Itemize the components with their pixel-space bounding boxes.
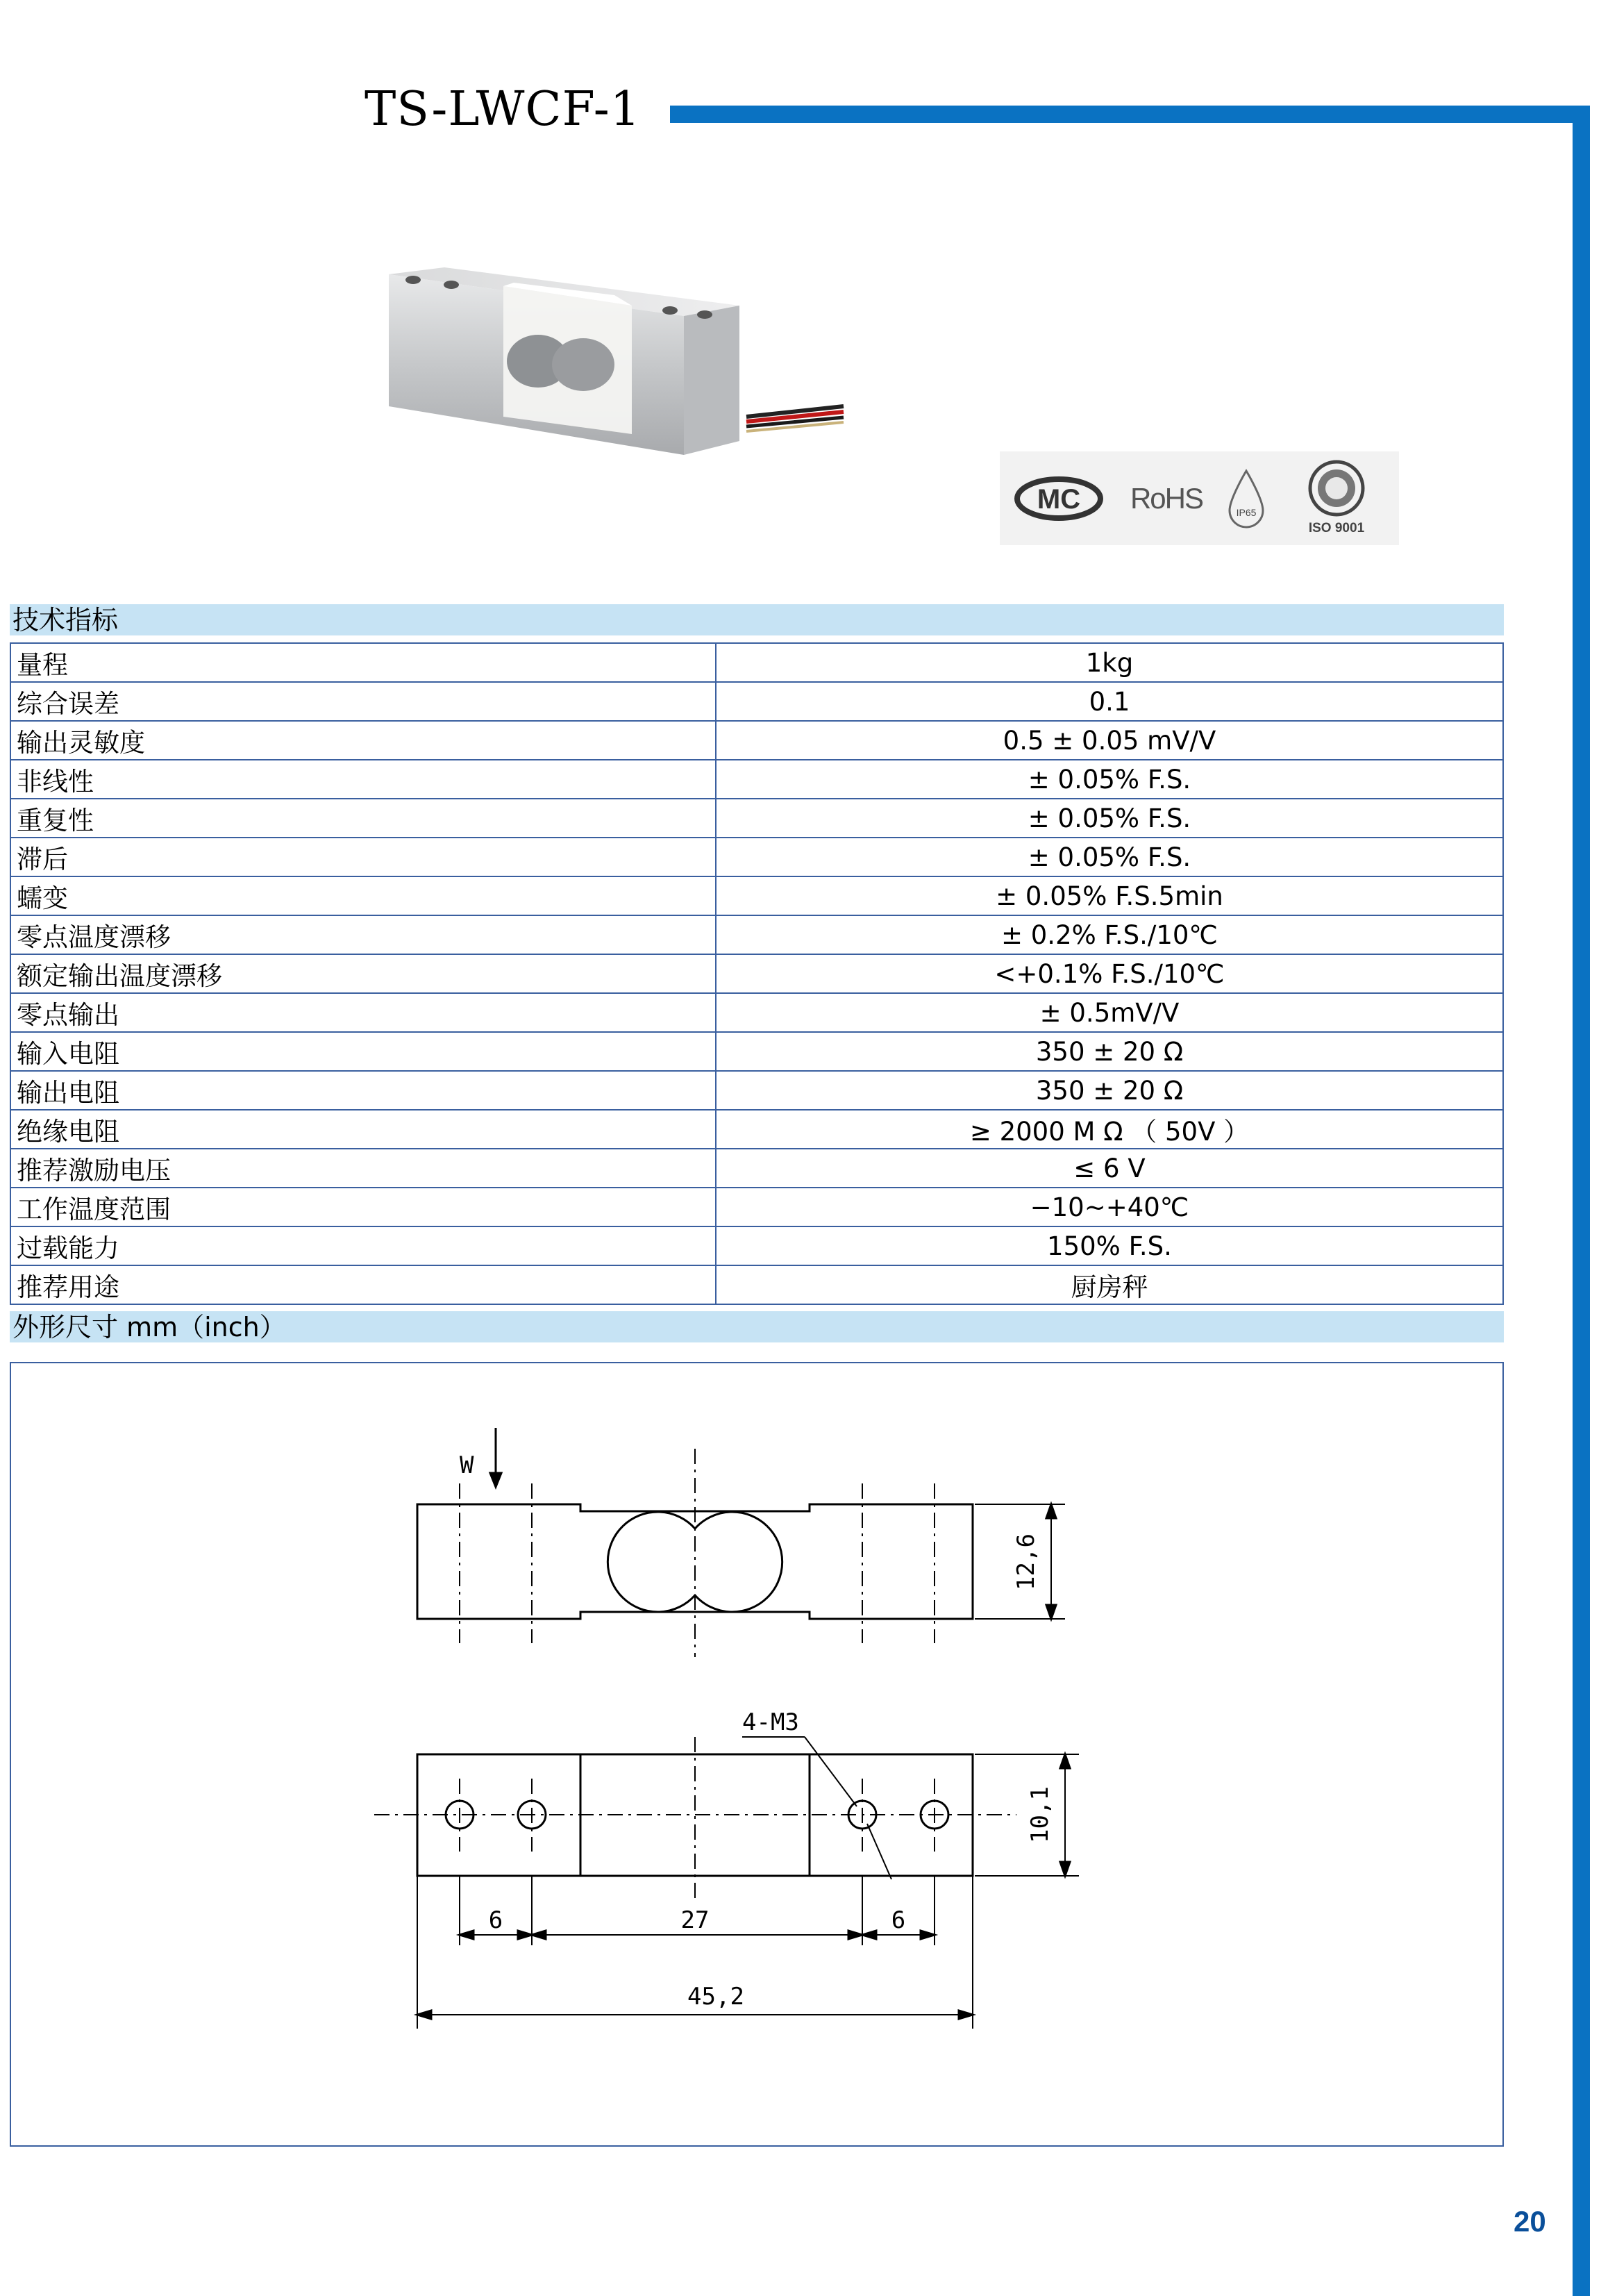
spec-row [10, 760, 1503, 799]
spec-value: ± 0.5mV/V [716, 993, 1503, 1032]
rohs-icon: RoHS [1130, 481, 1203, 515]
spec-key: 额定输出温度漂移 [10, 954, 716, 993]
spec-value: 0.1 [716, 682, 1503, 721]
load-cell-photo [385, 267, 857, 476]
model-title: TS-LWCF-1 [365, 82, 641, 137]
spec-value: <+0.1% F.S./10℃ [716, 954, 1503, 993]
hole-spacing-right: 6 [891, 1906, 906, 1934]
spec-value: ≤ 6 V [716, 1149, 1503, 1188]
spec-value: 0.5 ± 0.05 mV/V [716, 721, 1503, 760]
spec-key: 滞后 [10, 838, 716, 876]
spec-row [10, 876, 1503, 915]
spec-key: 非线性 [10, 760, 716, 799]
spec-key: 重复性 [10, 799, 716, 838]
header-accent-bar [670, 106, 1590, 123]
spec-value: 350 ± 20 Ω [716, 1071, 1503, 1110]
spec-key: 蠕变 [10, 876, 716, 915]
spec-key: 工作温度范围 [10, 1188, 716, 1226]
spec-row [10, 1226, 1503, 1265]
spec-value: ± 0.05% F.S.5min [716, 876, 1503, 915]
spec-row [10, 1188, 1503, 1226]
spec-table [10, 642, 1504, 1305]
dimensions-section-title: 外形尺寸 mm（inch） [10, 1311, 1504, 1342]
ip65-icon [1218, 451, 1274, 545]
spec-key: 输出电阻 [10, 1071, 716, 1110]
spec-key: 输入电阻 [10, 1032, 716, 1071]
spec-key: 推荐用途 [10, 1265, 716, 1304]
spec-row [10, 799, 1503, 838]
spec-row [10, 682, 1503, 721]
spec-key: 绝缘电阻 [10, 1110, 716, 1149]
side-accent-bar [1573, 106, 1590, 2296]
spec-value: ± 0.05% F.S. [716, 799, 1503, 838]
spec-row [10, 1110, 1503, 1149]
spec-row [10, 954, 1503, 993]
spec-key: 过载能力 [10, 1226, 716, 1265]
spec-key: 量程 [10, 643, 716, 682]
total-length: 45,2 [687, 1983, 744, 2011]
spec-row [10, 721, 1503, 760]
spec-row [10, 1071, 1503, 1110]
dimension-drawing [10, 1362, 1504, 2147]
spec-key: 综合误差 [10, 682, 716, 721]
hole-spacing-left: 6 [488, 1906, 503, 1934]
thread-callout: 4-M3 [742, 1708, 799, 1736]
spec-row [10, 993, 1503, 1032]
load-label: W [460, 1451, 474, 1479]
spec-row [10, 643, 1503, 682]
spec-key: 零点输出 [10, 993, 716, 1032]
iso9001-icon [1295, 451, 1378, 545]
spec-row [10, 1265, 1503, 1304]
spec-row [10, 915, 1503, 954]
spec-key: 推荐激励电压 [10, 1149, 716, 1188]
certification-strip [1000, 451, 1399, 545]
spec-value: ≥ 2000 M Ω （ 50V ） [716, 1110, 1503, 1149]
svg-text:IP65: IP65 [1236, 506, 1257, 518]
spec-value: ± 0.05% F.S. [716, 838, 1503, 876]
height-dimension: 12,6 [1012, 1533, 1040, 1590]
spec-row [10, 838, 1503, 876]
spec-key: 输出灵敏度 [10, 721, 716, 760]
width-dimension: 10,1 [1026, 1786, 1054, 1843]
mc-mark-icon [1010, 451, 1107, 545]
spec-value: 350 ± 20 Ω [716, 1032, 1503, 1071]
spec-row [10, 1149, 1503, 1188]
spec-value: 厨房秤 [716, 1265, 1503, 1304]
svg-text:MC: MC [1037, 483, 1081, 515]
spec-value: ± 0.05% F.S. [716, 760, 1503, 799]
svg-text:ISO 9001: ISO 9001 [1308, 520, 1365, 535]
spec-key: 零点温度漂移 [10, 915, 716, 954]
spec-section-title: 技术指标 [10, 604, 1504, 635]
spec-value: ± 0.2% F.S./10℃ [716, 915, 1503, 954]
page-number: 20 [1514, 2205, 1546, 2238]
hole-spacing-center: 27 [680, 1906, 710, 1934]
spec-value: 150% F.S. [716, 1226, 1503, 1265]
spec-value: 1kg [716, 643, 1503, 682]
spec-row [10, 1032, 1503, 1071]
spec-value: −10~+40℃ [716, 1188, 1503, 1226]
